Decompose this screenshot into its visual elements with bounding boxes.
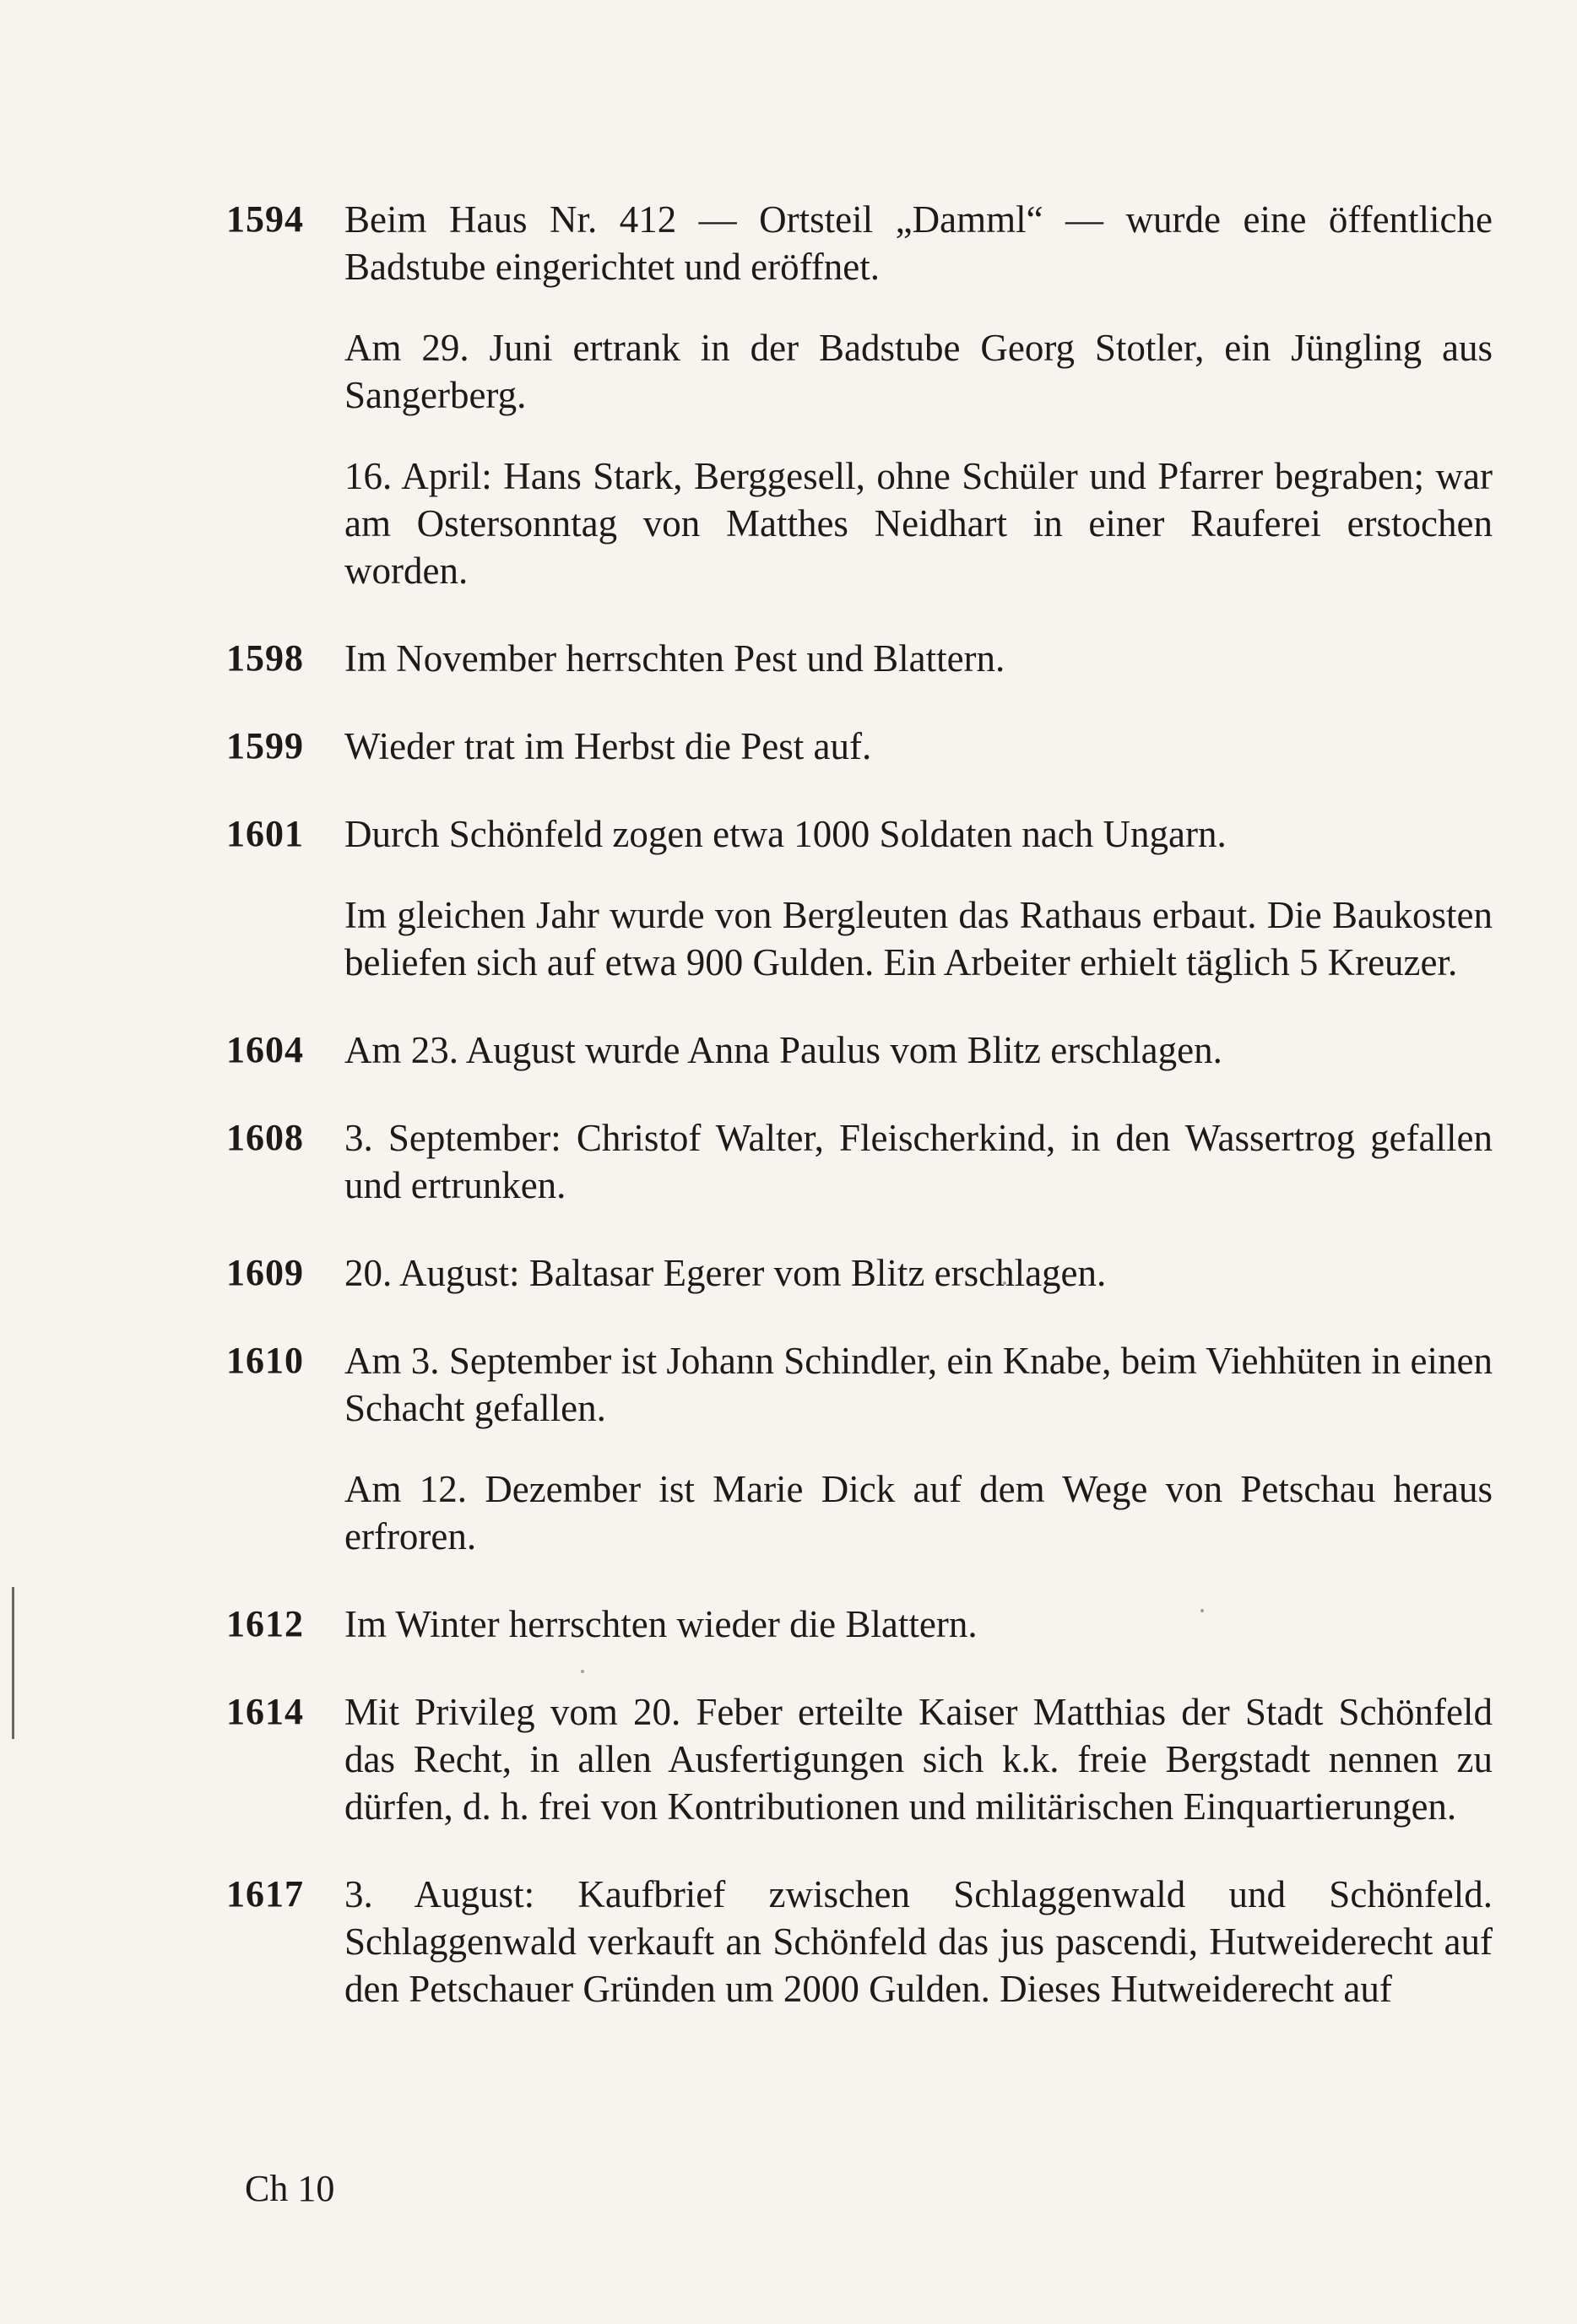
margin-scan-line [12,1587,14,1739]
chronicle-entry [226,810,1493,986]
entry-year: 1594 [226,198,304,240]
entry-year: 1608 [226,1117,304,1158]
entry-year: 1604 [226,1029,304,1070]
entry-text [344,810,1493,986]
entry-paragraph: Im Winter herrschten wieder die Blattern. [344,1603,978,1645]
entry-text [344,1337,1493,1560]
entry-text [344,635,1493,682]
entry-text [344,1114,1493,1209]
entry-text [344,1601,1493,1648]
chronicle-entry [226,1114,1493,1209]
entry-year: 1610 [226,1340,304,1381]
entry-text [344,1249,1493,1297]
entry-text [344,1688,1493,1830]
entry-year: 1599 [226,725,304,767]
entry-year: 1612 [226,1603,304,1644]
entry-year: 1617 [226,1873,304,1915]
entry-year: 1601 [226,813,304,854]
entry-paragraph: 16. April: Hans Stark, Berggesell, ohne Schüler und Pfarrer begraben; war am Ostersonntag von Matthes Neidhart in einer Rauferei erstochen worden. [344,455,1493,592]
entry-year: 1598 [226,637,304,679]
entry-year: 1609 [226,1252,304,1293]
entry-paragraph: Im November herrschten Pest und Blattern. [344,637,1005,680]
entry-paragraph: Am 23. August wurde Anna Paulus vom Blitz erschlagen. [344,1029,1222,1071]
chronicle-entry [226,723,1493,770]
entry-paragraph: Am 29. Juni ertrank in der Badstube Georg Stotler, ein Jüngling aus Sangerberg. [344,327,1493,416]
chronicle-entry [226,635,1493,682]
page-footer-label: Ch 10 [245,2168,335,2209]
entry-text [344,196,1493,594]
chronicle-entry [226,1249,1493,1297]
chronicle-entry [226,196,1493,594]
entry-paragraph: Am 12. Dezember ist Marie Dick auf dem Wege von Petschau heraus erfroren. [344,1468,1493,1557]
entry-paragraph: Beim Haus Nr. 412 — Ortsteil „Damml“ — wurde eine öffentliche Badstube eingerichtet und eröffnet. [344,198,1493,288]
entry-text [344,723,1493,770]
entry-year: 1614 [226,1691,304,1732]
entry-paragraph: 3. September: Christof Walter, Fleischerkind, in den Wassertrog gefallen und ertrunken. [344,1117,1493,1206]
chronicle-entries [226,196,1493,2053]
entry-paragraph: 20. August: Baltasar Egerer vom Blitz erschlagen. [344,1252,1107,1294]
entry-paragraph: Wieder trat im Herbst die Pest auf. [344,725,872,767]
entry-text [344,1027,1493,1074]
chronicle-entry [226,1688,1493,1830]
chronicle-entry [226,1871,1493,2013]
entry-paragraph: Im gleichen Jahr wurde von Bergleuten das Rathaus erbaut. Die Baukosten beliefen sich auf etwa 900 Gulden. Ein Arbeiter erhielt täglich 5 Kreuzer. [344,894,1493,983]
chronicle-entry [226,1027,1493,1074]
chronicle-entry [226,1337,1493,1560]
chronicle-entry [226,1601,1493,1648]
entry-paragraph: Am 3. September ist Johann Schindler, ein Knabe, beim Viehhüten in einen Schacht gefallen. [344,1340,1493,1429]
entry-paragraph: Durch Schönfeld zogen etwa 1000 Soldaten nach Ungarn. [344,813,1227,855]
entry-paragraph: 3. August: Kaufbrief zwischen Schlaggenwald und Schönfeld. Schlaggenwald verkauft an Schönfeld das jus pascendi, Hutweiderecht auf den Petschauer Gründen um 2000 Gulden. Dieses Hutweiderecht auf [344,1873,1493,2010]
entry-text [344,1871,1493,2013]
entry-paragraph: Mit Privileg vom 20. Feber erteilte Kaiser Matthias der Stadt Schönfeld das Recht, in allen Ausfertigungen sich k.k. freie Bergstadt nennen zu dürfen, d. h. frei von Kontributionen und militärischen Einquartierungen. [344,1691,1493,1828]
